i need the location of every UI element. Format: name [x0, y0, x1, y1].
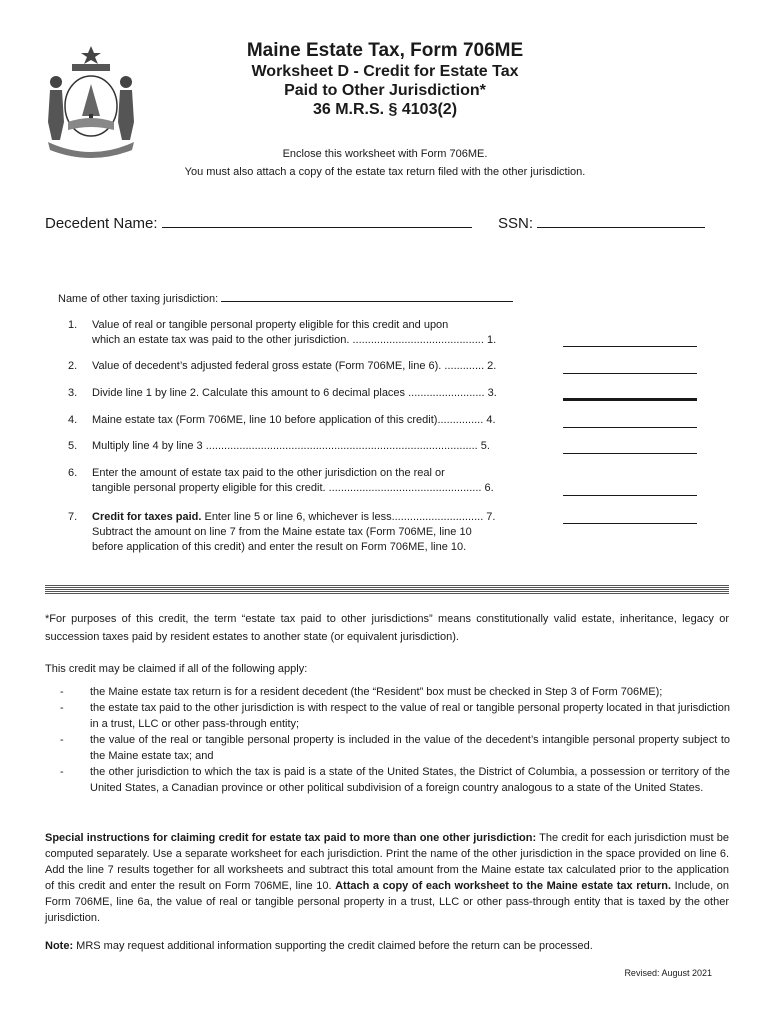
note-text: MRS may request additional information supporting the credit claimed before the return can be processed.	[73, 940, 593, 952]
list-item	[60, 700, 730, 732]
special-instructions-text: The credit for each jurisdiction must be computed separately. Use a separate worksheet for each jurisdiction. Print the name of the other jurisdiction in the space provided on line 6. Add the line 7 results together for all worksheets and subtract this total amount from the Maine estate tax calculated prior to the application of this credit and enter the result on Form 706ME, line 10.	[45, 832, 729, 892]
ssn-label: SSN:	[498, 215, 534, 232]
line-1-amount-field[interactable]	[563, 345, 697, 347]
line-text: before application of this credit) and enter the result on Form 706ME, line 10.	[92, 541, 467, 553]
line-text: Divide line 1 by line 2. Calculate this amount to 6 decimal places ......................... 3.	[92, 387, 497, 399]
dash: -	[60, 734, 64, 746]
decedent-name-label: Decedent Name:	[45, 215, 158, 232]
line-7-credit-field[interactable]	[563, 522, 697, 524]
line-text	[92, 510, 495, 525]
attach-copy-instruction: Attach a copy of each worksheet to the Maine estate tax return.	[335, 880, 672, 892]
list-item	[60, 732, 730, 764]
worksheet-subtitle: Paid to Other Jurisdiction*	[284, 82, 486, 99]
line-text: tangible personal property eligible for this credit. .................................................. 6.	[92, 482, 494, 494]
attach-instruction: You must also attach a copy of the estate tax return filed with the other jurisdiction.	[184, 166, 586, 178]
line-text: which an estate tax was paid to the other jurisdiction. ........................................... 1.	[92, 334, 497, 346]
jurisdiction-label: Name of other taxing jurisdiction:	[58, 293, 219, 305]
line-text: Subtract the amount on line 7 from the Maine estate tax (Form 706ME, line 10	[92, 526, 472, 538]
jurisdiction-row	[58, 290, 513, 305]
line-text: Value of decedent’s adjusted federal gross estate (Form 706ME, line 6). ............. 2.	[92, 360, 497, 372]
line-5-amount-field[interactable]	[563, 452, 697, 454]
worksheet-title: Worksheet D - Credit for Estate Tax	[251, 63, 519, 80]
line-number: 6.	[68, 467, 78, 479]
line-4-amount-field[interactable]	[563, 426, 697, 428]
form-title: Maine Estate Tax, Form 706ME	[246, 40, 524, 61]
dash: -	[60, 686, 64, 698]
line-number: 2.	[68, 360, 78, 372]
line-text-part: Enter line 5 or line 6, whichever is less.............................. 7.	[201, 511, 496, 523]
conditions-intro: This credit may be claimed if all of the following apply:	[45, 663, 308, 675]
footnote: *For purposes of this credit, the term “estate tax paid to other jurisdictions” means constitutionally valid estate, inheritance, legacy or succession taxes paid by resident estates to another state (or equivalent jurisdiction).	[45, 613, 729, 643]
condition-text: the estate tax paid to the other jurisdiction is with respect to the value of real or tangible personal property located in that jurisdiction in a trust, LLC or other pass-through entity;	[90, 702, 730, 730]
line-number: 5.	[68, 440, 78, 452]
line-number: 3.	[68, 387, 78, 399]
special-instructions-text-2: Include, on Form 706ME, line 6a, the value of real or tangible personal property in a trust, LLC or other pass-through entity that is taxed by the other jurisdiction.	[45, 880, 730, 924]
statute-reference: 36 M.R.S. § 4103(2)	[312, 101, 458, 118]
line-number: 7.	[68, 511, 78, 523]
enclose-instruction: Enclose this worksheet with Form 706ME.	[282, 148, 488, 160]
list-item	[60, 764, 730, 796]
revision-date: Revised: August 2021	[624, 968, 712, 978]
condition-text: the other jurisdiction to which the tax is paid is a state of the United States, the District of Columbia, a possession or territory of the United States, a Canadian province or other political subdivision of a foreign country analogous to a state of the United States.	[90, 766, 730, 794]
line-text: Maine estate tax (Form 706ME, line 10 before application of this credit)............... 4.	[92, 414, 496, 426]
ssn-field[interactable]	[537, 213, 705, 228]
condition-text: the Maine estate tax return is for a resident decedent (the “Resident” box must be checked in Step 3 of Form 706ME);	[90, 686, 663, 698]
line-3-ratio-field[interactable]	[563, 397, 697, 401]
line-text: Value of real or tangible personal property eligible for this credit and upon	[92, 319, 449, 331]
decedent-name-row	[45, 213, 472, 232]
note-label: Note:	[45, 940, 74, 952]
line-number: 1.	[68, 319, 78, 331]
special-instructions-heading: Special instructions for claiming credit for estate tax paid to more than one other jurisdiction:	[45, 832, 537, 844]
ssn-row	[498, 213, 705, 232]
line-text: Multiply line 4 by line 3 ......................................................................................... 5.	[92, 440, 490, 452]
decedent-name-field[interactable]	[162, 213, 472, 228]
jurisdiction-field[interactable]	[221, 290, 513, 302]
condition-text: the value of the real or tangible personal property is included in the value of the decedent’s intangible personal property subject to the Maine estate tax; and	[90, 734, 730, 762]
line-7-heading: Credit for taxes paid.	[92, 511, 202, 523]
line-6-amount-field[interactable]	[563, 494, 697, 496]
special-instructions	[45, 830, 729, 926]
note	[45, 938, 729, 954]
line-number: 4.	[68, 414, 78, 426]
line-2-amount-field[interactable]	[563, 372, 697, 374]
form-header	[150, 40, 620, 119]
dash: -	[60, 766, 64, 778]
dash: -	[60, 702, 64, 714]
maine-state-seal-icon	[42, 44, 140, 162]
list-item	[60, 684, 730, 700]
section-divider	[45, 585, 729, 594]
conditions-list	[60, 684, 730, 796]
line-text: Enter the amount of estate tax paid to the other jurisdiction on the real or	[92, 467, 445, 479]
